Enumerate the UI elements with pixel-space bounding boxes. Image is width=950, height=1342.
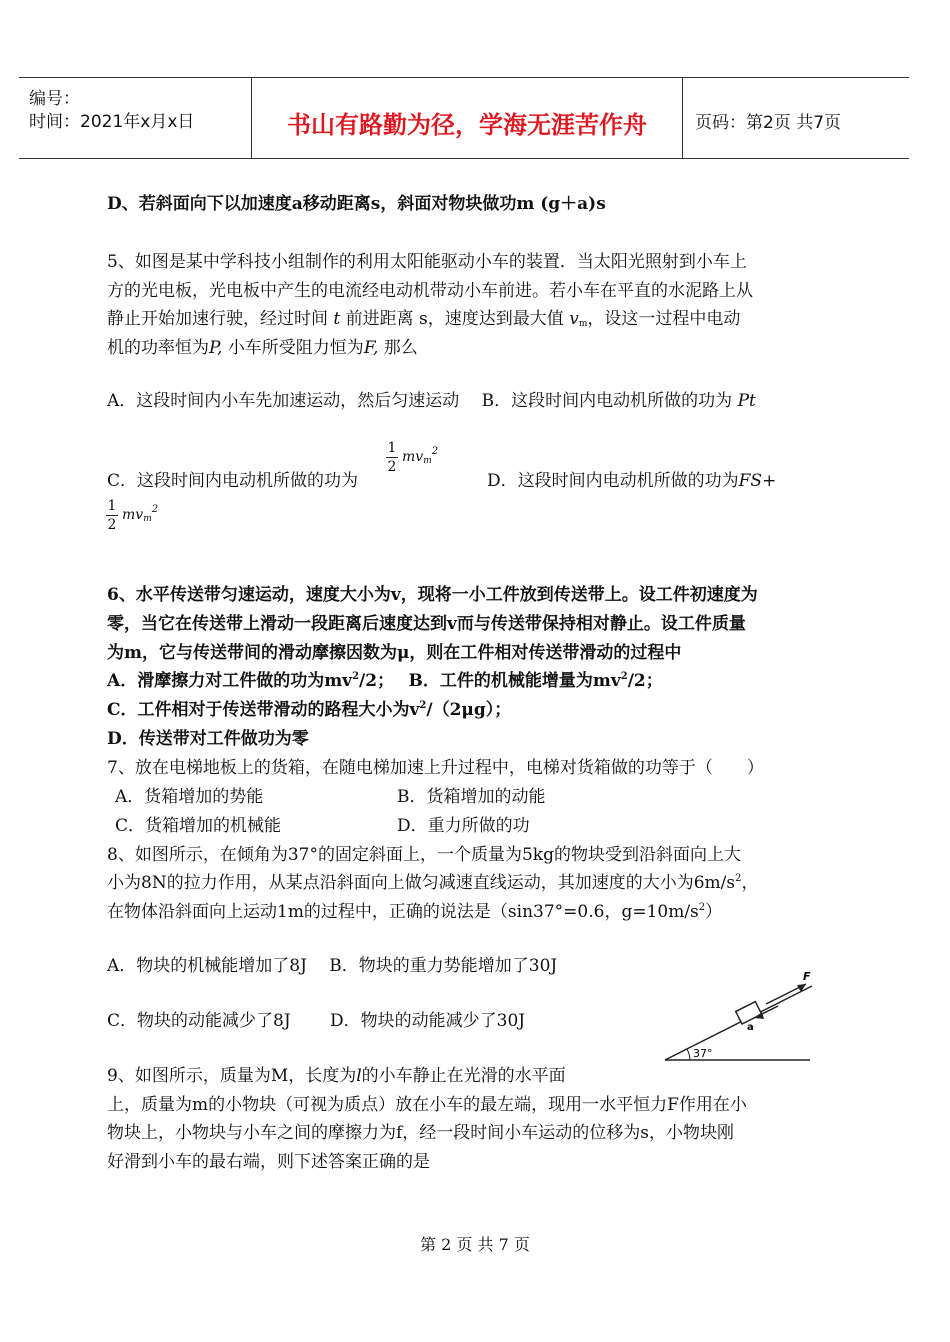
q8-options-cd: C．物块的动能减少了8J D．物块的动能减少了30J xyxy=(107,1011,526,1031)
incline-line xyxy=(665,986,812,1060)
q7-option-b: B．货箱增加的动能 xyxy=(397,787,546,807)
q6-line2: 零，当它在传送带上滑动一段距离后速度达到v而与传送带保持相对静止。设工件质量 xyxy=(107,614,746,634)
block xyxy=(736,1002,762,1024)
q7-option-d: D．重力所做的功 xyxy=(397,816,530,836)
page-label: 页码：第2页 共7页 xyxy=(695,113,842,133)
option-d-prev: D、若斜面向下以加速度a移动距离s，斜面对物块做功m (g＋a)s xyxy=(107,194,606,214)
header-right-cell xyxy=(683,78,909,158)
q5-options-ab: A．这段时间内小车先加速运动，然后匀速运动 B．这段时间内电动机所做的功为 Pt xyxy=(107,391,756,411)
fraction-d: 1 2 $mv_m^2$ xyxy=(107,498,159,533)
q8-line1: 8、如图所示，在倾角为37°的固定斜面上，一个质量为5kg的物块受到沿斜面向上大 xyxy=(107,845,741,865)
angle-arc xyxy=(687,1049,690,1060)
q6-option-d: D．传送带对工件做功为零 xyxy=(107,729,309,749)
q7-option-a: A．货箱增加的势能 xyxy=(115,787,264,807)
q6-options-ab: A．滑摩擦力对工件做的功为$mv^2/2$； B．工件的机械能增量为$mv^2/2$； xyxy=(107,671,663,691)
q9-line2: 上，质量为m的小物块（可视为质点）放在小车的最左端，现用一水平恒力F作用在小 xyxy=(107,1095,747,1115)
date-label: 时间：2021年x月x日 xyxy=(29,112,195,132)
q5-line1: 5、如图是某中学科技小组制作的利用太阳能驱动小车的装置．当太阳光照射到小车上 xyxy=(107,252,747,272)
fraction-c: 1 2 $mv_m^2$ xyxy=(387,440,439,475)
q6-line3: 为m，它与传送带间的滑动摩擦因数为μ，则在工件相对传送带滑动的过程中 xyxy=(107,643,682,663)
q5-line4: 机的功率恒为P, 小车所受阻力恒为F, 那么 xyxy=(107,338,418,358)
header-center-cell xyxy=(252,78,683,158)
page-footer: 第 2 页 共 7 页 xyxy=(420,1235,530,1254)
header-left-cell xyxy=(19,78,252,158)
q9-line3: 物块上，小物块与小车之间的摩擦力为f，经一段时间小车运动的位移为s，小物块刚 xyxy=(107,1123,735,1143)
q5-line3: 静止开始加速行驶，经过时间 t 前进距离 s，速度达到最大值 $v_m$，设这一过程中电动 xyxy=(107,309,741,329)
q8-options-ab: A．物块的机械能增加了8J B．物块的重力势能增加了30J xyxy=(107,956,558,976)
motto: 书山有路勤为径，学海无涯苦作舟 xyxy=(287,111,647,139)
q8-line2: 小为8N的拉力作用，从某点沿斜面向上做匀减速直线运动，其加速度的大小为$6m/s^2$， xyxy=(107,873,759,893)
angle-label: 37° xyxy=(693,1047,713,1060)
q9-line4: 好滑到小车的最右端，则下述答案正确的是 xyxy=(107,1152,430,1172)
incline-figure xyxy=(660,968,820,1068)
q9-line1: 9、如图所示，质量为M，长度为l的小车静止在光滑的水平面 xyxy=(107,1066,566,1086)
q8-line3: 在物体沿斜面向上运动1m的过程中，正确的说法是（sin37°=0.6，$g=10m/s^2$） xyxy=(107,902,723,922)
q5-option-c: C．这段时间内电动机所做的功为 xyxy=(107,471,359,491)
header-table xyxy=(19,77,909,159)
q6-line1: 6、水平传送带匀速运动，速度大小为v，现将一小工件放到传送带上。设工件初速度为 xyxy=(107,585,758,605)
force-label: F xyxy=(803,970,811,983)
accel-label: a xyxy=(747,1022,754,1033)
q6-option-c: C．工件相对于传送带滑动的路程大小为$v^2/(2\mu g)$； xyxy=(107,700,512,720)
q7-stem: 7、放在电梯地板上的货箱，在随电梯加速上升过程中，电梯对货箱做的功等于（ ） xyxy=(107,758,764,778)
q5-line2: 方的光电板，光电板中产生的电流经电动机带动小车前进。若小车在平直的水泥路上从 xyxy=(107,281,753,301)
q5-option-d: D．这段时间内电动机所做的功为FS+ xyxy=(487,471,777,491)
q7-option-c: C．货箱增加的机械能 xyxy=(115,816,282,836)
number-label: 编号： xyxy=(29,89,80,109)
